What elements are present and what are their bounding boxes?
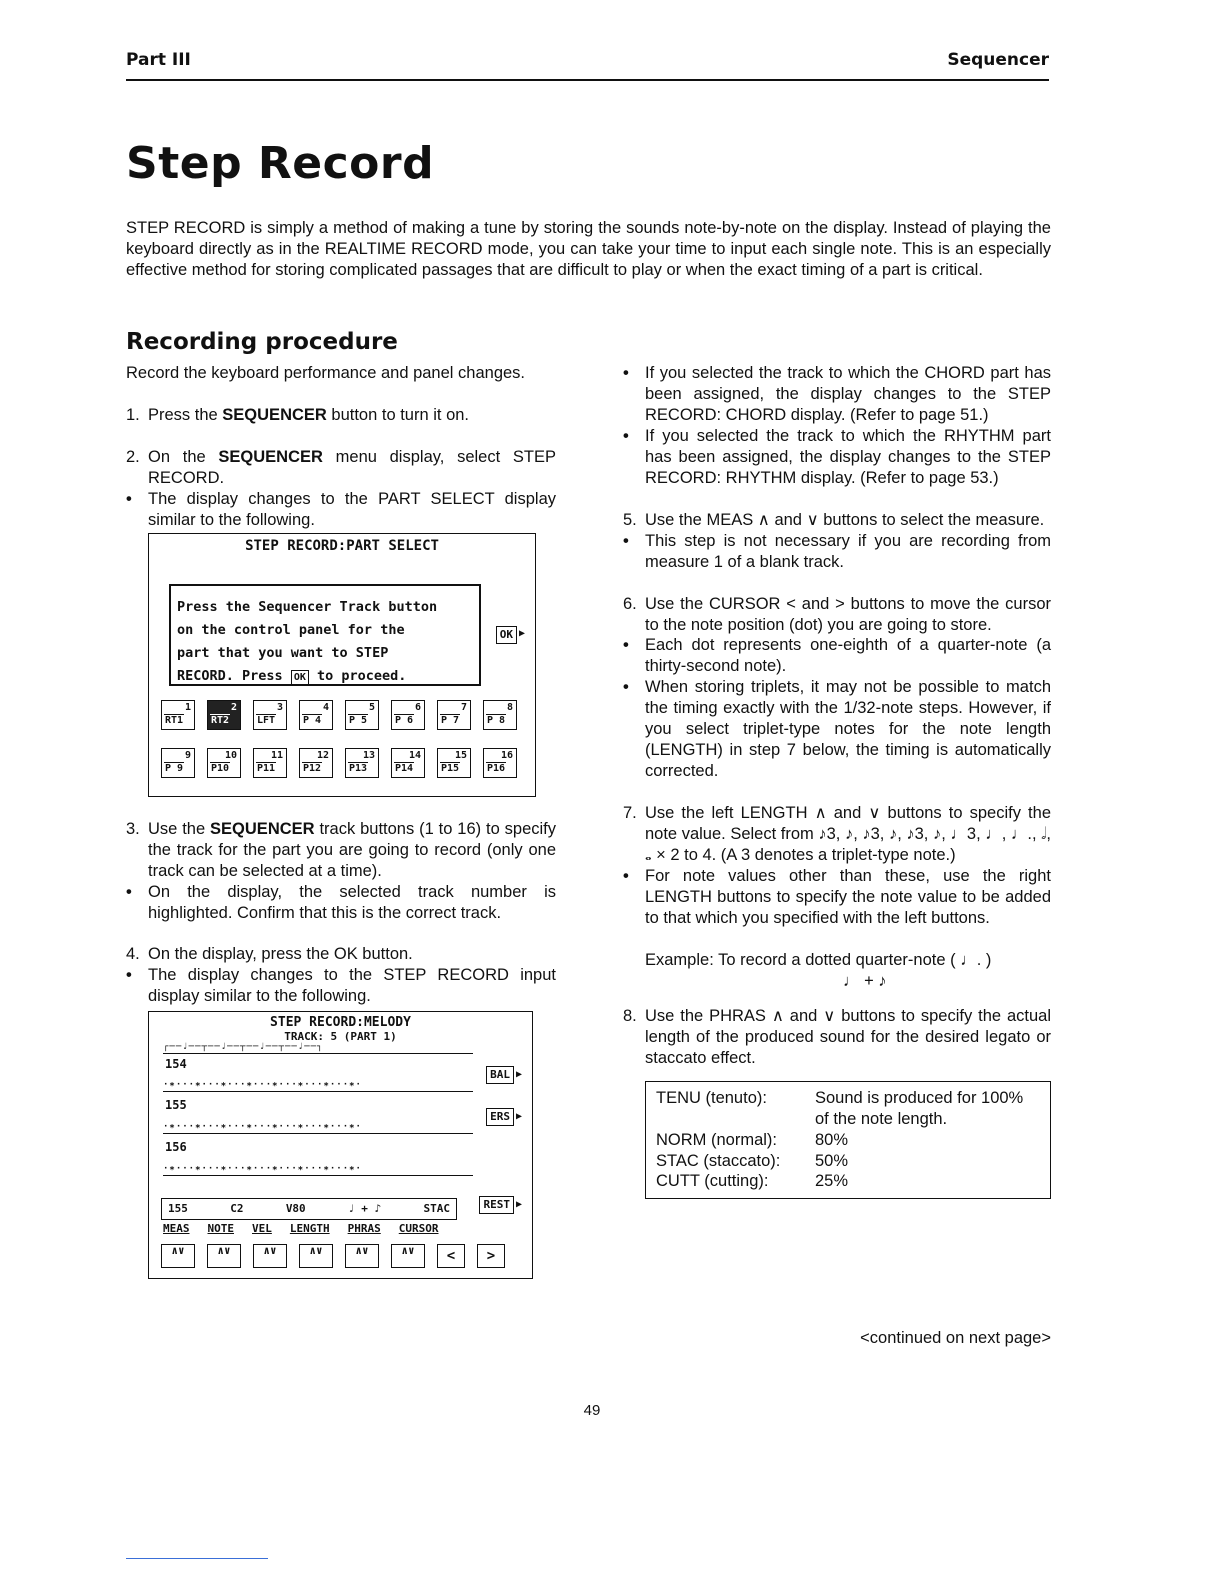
track-label: P14 — [395, 763, 414, 775]
step-6 — [623, 594, 1051, 636]
note-dots-row: ·∗···∗···∗···∗···∗···∗···∗···∗· — [163, 1164, 473, 1176]
step-7 — [623, 803, 1051, 866]
up-down-arrow-icon: ∧∨ — [263, 1244, 277, 1258]
track-button-11[interactable] — [253, 748, 287, 778]
track-number: 8 — [506, 701, 513, 713]
track-info: TRACK: 5 (PART 1) — [284, 1030, 397, 1044]
track-buttons-row-2 — [161, 748, 517, 778]
beat-ruler: ┌──♩──┬──♩──┬──♩──┬──♩──┐ — [163, 1042, 473, 1054]
info-meas: 155 — [168, 1202, 188, 1216]
message-line: RECORD. Press — [177, 667, 283, 684]
up-down-arrow-icon: ∧∨ — [309, 1244, 323, 1258]
table-row — [656, 1171, 1040, 1192]
track-number: 12 — [316, 749, 329, 761]
track-button-10[interactable] — [207, 748, 241, 778]
message-line: part that you want to STEP — [177, 644, 389, 661]
cursor-right-button[interactable] — [477, 1244, 505, 1268]
display-title: STEP RECORD:PART SELECT — [245, 537, 439, 554]
track-button-3[interactable] — [253, 700, 287, 730]
track-label: P 9 — [165, 763, 184, 775]
rest-key-label: REST — [479, 1196, 514, 1214]
step-text-bold: SEQUENCER — [222, 405, 327, 424]
track-label: P13 — [349, 763, 368, 775]
length-right-up-down-button[interactable] — [345, 1244, 379, 1268]
header-part: Part III — [126, 50, 191, 70]
track-button-8[interactable] — [483, 700, 517, 730]
note-dots-row: ·∗···∗···∗···∗···∗···∗···∗···∗· — [163, 1122, 473, 1134]
track-number: 6 — [414, 701, 421, 713]
chevron-right-icon: > — [486, 1248, 496, 1265]
part-select-display — [148, 533, 536, 797]
bullet-icon: • — [126, 966, 132, 985]
track-number: 5 — [368, 701, 375, 713]
track-number: 16 — [500, 749, 513, 761]
step-5-bullet — [623, 531, 1051, 573]
bullet-icon: • — [623, 364, 629, 382]
bullet-icon: • — [623, 867, 629, 886]
info-note: C2 — [230, 1202, 244, 1216]
track-button-2[interactable] — [207, 700, 241, 730]
label-note: NOTE — [207, 1222, 234, 1236]
track-button-5[interactable] — [345, 700, 379, 730]
track-number: 7 — [460, 701, 467, 713]
up-down-arrow-icon: ∧∨ — [217, 1244, 231, 1258]
step-number: 8. — [623, 1006, 637, 1025]
track-button-1[interactable] — [161, 700, 195, 730]
step-number: 4. — [126, 945, 140, 964]
step-text: Press the — [148, 405, 223, 424]
track-button-6[interactable] — [391, 700, 425, 730]
bullet-text: When storing triplets, it may not be possible to match the timing exactly with the 1/32-note steps. However, if you select triplet-type notes for the note length (LENGTH) in step 7 below, the timing is automatically corrected. — [645, 678, 1051, 781]
step-text: track buttons (1 to 16) to specify the track for the part you are going to record (only one track can be selected at a time). — [148, 819, 556, 880]
track-label: P11 — [257, 763, 276, 775]
triangle-right-icon: ▶ — [518, 628, 525, 640]
section-heading: Recording procedure — [126, 329, 398, 355]
message-box — [169, 584, 481, 686]
table-value: Sound is produced for 100% of the note length. — [815, 1088, 1024, 1128]
vel-up-down-button[interactable] — [253, 1244, 287, 1268]
track-label: RT2 — [211, 715, 230, 727]
table-key: STAC (staccato): — [656, 1151, 781, 1170]
ok-key-label: OK — [496, 626, 517, 644]
step-number: 7. — [623, 804, 637, 823]
track-number: 9 — [184, 749, 191, 761]
header-rule — [126, 79, 1049, 81]
bullet-text: The display changes to the STEP RECORD input display similar to the following. — [148, 966, 556, 1006]
up-down-arrow-icon: ∧∨ — [355, 1244, 369, 1258]
track-button-9[interactable] — [161, 748, 195, 778]
display-title: STEP RECORD:MELODY — [270, 1015, 411, 1031]
header-section: Sequencer — [947, 50, 1049, 70]
label-vel: VEL — [252, 1222, 272, 1236]
table-row — [656, 1088, 1040, 1130]
table-key: NORM (normal): — [656, 1130, 778, 1149]
track-button-16[interactable] — [483, 748, 517, 778]
step-8 — [623, 1006, 1051, 1069]
intro-paragraph: STEP RECORD is simply a method of making a tune by storing the sounds note-by-note on the display. Instead of playing the keyboard directly as in the REALTIME RECORD mode, you can take your time to input each single note. This is an especially effective method for storing complicated passages that are difficult to play or when the exact timing of a part is critical. — [126, 219, 1051, 279]
step-text: Use the left LENGTH ∧ and ∨ buttons to specify the note value. Select from ♪3, ♪, ♪3, ♪, ♪3, ♪, ♩3, ♩, ♩., 𝅗𝅥, 𝅝 × 2 to 4. (A 3 denotes a triplet-type note.) — [645, 804, 1051, 865]
step-7-bullet — [623, 866, 1051, 929]
track-number: 13 — [362, 749, 375, 761]
table-row — [656, 1130, 1040, 1151]
step-2 — [126, 447, 556, 489]
chevron-left-icon: < — [446, 1248, 456, 1265]
bullet-text: Each dot represents one-eighth of a quarter-note (a thirty-second note). — [645, 636, 1051, 676]
step-number: 1. — [126, 405, 140, 424]
bullet-text: For note values other than these, use the right LENGTH buttons to specify the note value to be added to that which you specified with the left buttons. — [645, 867, 1051, 927]
triangle-right-icon: ▶ — [515, 1198, 522, 1210]
measure-number: 155 — [165, 1098, 187, 1113]
step-text-bold: SEQUENCER — [210, 819, 315, 838]
bullet-icon: • — [623, 678, 629, 697]
step-4-bullet — [126, 965, 556, 1007]
rest-button[interactable] — [479, 1196, 522, 1214]
step-number: 5. — [623, 510, 637, 529]
ers-key-label: ERS — [486, 1108, 514, 1126]
track-label: P 8 — [487, 715, 506, 727]
ers-button[interactable] — [486, 1108, 522, 1126]
table-value: 50% — [815, 1151, 849, 1170]
step-1 — [126, 405, 556, 426]
bullet-icon: • — [126, 882, 132, 901]
track-number: 10 — [224, 749, 237, 761]
label-meas: MEAS — [163, 1222, 190, 1236]
bullet-text: If you selected the track to which the RHYTHM part has been assigned, the display changes to the STEP RECORD: RHYTHM display. (Refer to page 53.) — [645, 426, 1051, 487]
info-vel: V80 — [285, 1202, 306, 1216]
step-3 — [126, 819, 556, 882]
message-line: on the control panel for the — [177, 621, 405, 638]
note-dots-row: ·∗···∗···∗···∗···∗···∗···∗···∗· — [163, 1080, 473, 1092]
info-phras: STAC — [423, 1202, 450, 1216]
step-6-bullet-2 — [623, 677, 1051, 782]
length-left-up-down-button[interactable] — [299, 1244, 333, 1268]
track-button-7[interactable] — [437, 700, 471, 730]
track-label: P 4 — [303, 715, 322, 727]
track-button-12[interactable] — [299, 748, 333, 778]
bal-key-label: BAL — [486, 1066, 514, 1084]
track-number: 15 — [454, 749, 467, 761]
procedure-lead: Record the keyboard performance and panel changes. — [126, 364, 526, 382]
bullet-text: The display changes to the PART SELECT display similar to the following. — [148, 489, 556, 529]
table-key: TENU (tenuto): — [656, 1088, 767, 1107]
step-6-bullet-1 — [623, 635, 1051, 677]
table-value: 80% — [815, 1130, 849, 1149]
step-text: Use the MEAS ∧ and ∨ buttons to select the measure. — [645, 510, 1045, 529]
right-column — [623, 363, 1051, 1199]
triangle-right-icon: ▶ — [515, 1110, 522, 1122]
track-number: 14 — [408, 749, 421, 761]
step-text: On the — [148, 447, 219, 466]
parameter-buttons — [161, 1244, 505, 1268]
track-button-14[interactable] — [391, 748, 425, 778]
step-number: 3. — [126, 819, 140, 838]
bullet-text: If you selected the track to which the CHORD part has been assigned, the display changes to the STEP RECORD: CHORD display. (Refer to page 51.) — [645, 364, 1051, 424]
info-length: ♩ + ♪ — [348, 1202, 382, 1216]
label-cursor: CURSOR — [398, 1222, 439, 1236]
track-number: 3 — [276, 701, 283, 713]
bal-button[interactable] — [486, 1066, 522, 1084]
track-number: 11 — [270, 749, 283, 761]
continued-note: <continued on next page> — [860, 1329, 1051, 1347]
cursor-left-button[interactable] — [437, 1244, 465, 1268]
bullet-icon: • — [623, 531, 629, 550]
measure-number: 154 — [165, 1057, 187, 1072]
bullet-text: On the display, the selected track number is highlighted. Confirm that this is the correct track. — [148, 882, 556, 922]
track-label: P 7 — [441, 715, 460, 727]
melody-display — [148, 1011, 533, 1279]
page-number: 49 — [583, 1402, 601, 1419]
track-label: P10 — [211, 763, 230, 775]
step-5 — [623, 510, 1051, 531]
track-button-13[interactable] — [345, 748, 379, 778]
step-number: 6. — [623, 594, 637, 613]
phras-table — [645, 1081, 1051, 1200]
step-text-bold: SEQUENCER — [218, 447, 323, 466]
step-number: 2. — [126, 447, 140, 466]
track-buttons-row-1 — [161, 700, 517, 730]
track-label: P12 — [303, 763, 322, 775]
note-up-down-button[interactable] — [207, 1244, 241, 1268]
bullet-icon: • — [623, 636, 629, 655]
bullet-icon: • — [126, 489, 132, 508]
step-text: On the display, press the OK button. — [148, 945, 413, 964]
up-down-arrow-icon: ∧∨ — [171, 1244, 185, 1258]
step-4 — [126, 944, 556, 965]
track-number: 1 — [184, 701, 191, 713]
table-row — [656, 1151, 1040, 1172]
rhythm-bullet — [623, 426, 1051, 489]
bottom-rule — [126, 1558, 268, 1559]
left-column — [126, 363, 556, 1279]
track-button-4[interactable] — [299, 700, 333, 730]
up-down-arrow-icon: ∧∨ — [401, 1244, 415, 1258]
measure-number: 156 — [165, 1140, 187, 1155]
step-3-bullet — [126, 882, 556, 924]
step-text: Use the — [148, 819, 211, 838]
table-value: 25% — [815, 1172, 849, 1191]
triangle-right-icon: ▶ — [515, 1068, 522, 1080]
parameter-labels — [163, 1222, 439, 1236]
track-label: P16 — [487, 763, 506, 775]
track-label: P 6 — [395, 715, 414, 727]
track-button-15[interactable] — [437, 748, 471, 778]
phras-up-down-button[interactable] — [391, 1244, 425, 1268]
bullet-icon: • — [623, 426, 629, 445]
bullet-text: This step is not necessary if you are recording from measure 1 of a blank track. — [645, 531, 1051, 571]
label-length: LENGTH — [289, 1222, 330, 1236]
track-number: 4 — [322, 701, 329, 713]
step-2-bullet — [126, 489, 556, 531]
track-label: LFT — [257, 715, 276, 727]
table-key: CUTT (cutting): — [656, 1172, 769, 1191]
meas-up-down-button[interactable] — [161, 1244, 195, 1268]
message-line: Press the Sequencer Track button — [177, 598, 438, 615]
step-text: menu display, select STEP RECORD. — [148, 447, 556, 487]
ok-button[interactable] — [496, 626, 525, 644]
example-formula: ♩ + ♪ — [843, 971, 887, 990]
message-line: to proceed. — [317, 667, 407, 684]
page-title: Step Record — [126, 138, 435, 189]
step-text: Use the CURSOR < and > buttons to move the cursor to the note position (dot) you are going to store. — [645, 594, 1051, 634]
step-text: button to turn it on. — [326, 405, 470, 424]
track-label: RT1 — [165, 715, 184, 727]
ok-key-inline: OK — [291, 670, 309, 685]
track-label: P 5 — [349, 715, 368, 727]
track-label: P15 — [441, 763, 460, 775]
chord-bullet — [623, 363, 1051, 426]
track-number: 2 — [230, 701, 237, 713]
step-text: Use the PHRAS ∧ and ∨ buttons to specify the actual length of the produced sound for the desired legato or staccato effect. — [645, 1006, 1051, 1067]
example-text: Example: To record a dotted quarter-note ( ♩. ) — [645, 950, 992, 969]
note-info-box — [161, 1198, 457, 1220]
label-phras: PHRAS — [347, 1222, 381, 1236]
